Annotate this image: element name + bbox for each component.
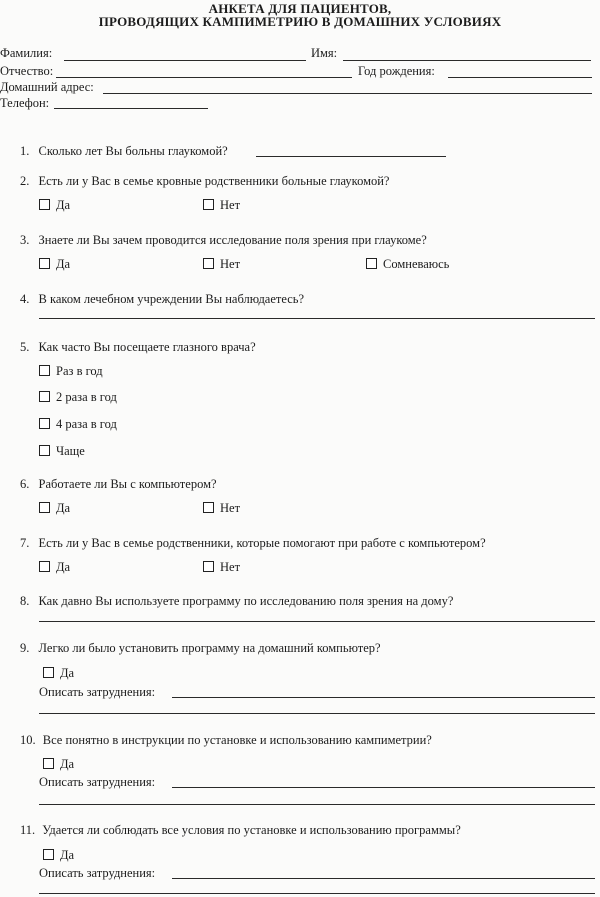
question-text: Как давно Вы используете программу по исследованию поля зрения на дому? (38, 594, 454, 608)
question-text: В каком лечебном учреждении Вы наблюдаетесь? (38, 292, 305, 306)
q10-describe-label: Описать затруднения: (39, 775, 156, 789)
question-number: 4. (20, 292, 30, 306)
q6-option-yes[interactable]: Да (39, 501, 70, 516)
q6-option-no[interactable]: Нет (203, 501, 240, 516)
checkbox[interactable] (203, 258, 214, 269)
surname-field[interactable] (64, 60, 306, 61)
question-number: 7. (20, 536, 30, 550)
q9-option-yes[interactable]: Да (43, 666, 74, 681)
question-9 (20, 641, 381, 656)
name-field[interactable] (343, 60, 591, 61)
question-7 (20, 536, 486, 551)
question-5 (20, 340, 256, 355)
question-text: Есть ли у Вас в семье кровные родственники больные глаукомой? (38, 174, 390, 188)
address-field[interactable] (103, 93, 592, 94)
q7-option-yes[interactable]: Да (39, 560, 70, 575)
q5-option-twice[interactable]: 2 раза в год (39, 390, 117, 405)
q10-describe-field-2[interactable] (39, 804, 595, 805)
question-8 (20, 594, 453, 609)
question-text: Легко ли было установить программу на домашний компьютер? (38, 641, 381, 655)
birth-year-label: Год рождения: (358, 64, 435, 78)
question-number: 3. (20, 233, 30, 247)
q7-option-no[interactable]: Нет (203, 560, 240, 575)
patronymic-field[interactable] (56, 77, 352, 78)
question-number: 1. (20, 144, 30, 158)
question-text: Сколько лет Вы больны глаукомой? (38, 144, 228, 158)
question-number: 11. (20, 823, 36, 837)
question-number: 2. (20, 174, 30, 188)
q8-answer-field[interactable] (39, 621, 595, 622)
checkbox[interactable] (203, 561, 214, 572)
question-number: 5. (20, 340, 30, 354)
q4-answer-field[interactable] (39, 318, 595, 319)
q9-describe-field[interactable] (172, 697, 595, 698)
q9-describe-label: Описать затруднения: (39, 685, 156, 699)
phone-label: Телефон: (0, 96, 50, 110)
birth-year-field[interactable] (448, 77, 592, 78)
question-11 (20, 823, 461, 838)
checkbox[interactable] (39, 445, 50, 456)
checkbox[interactable] (203, 502, 214, 513)
q11-describe-field[interactable] (172, 878, 595, 879)
checkbox[interactable] (39, 561, 50, 572)
form-title-line2: ПРОВОДЯЩИХ КАМПИМЕТРИЮ В ДОМАШНИХ УСЛОВИЯХ (98, 14, 502, 29)
checkbox[interactable] (39, 418, 50, 429)
patronymic-label: Отчество: (0, 64, 54, 78)
question-6 (20, 477, 217, 492)
question-number: 6. (20, 477, 30, 491)
q10-describe-field[interactable] (172, 787, 595, 788)
question-4 (20, 292, 304, 307)
q10-option-yes[interactable]: Да (43, 757, 74, 772)
q2-option-no[interactable]: Нет (203, 198, 240, 213)
checkbox[interactable] (43, 758, 54, 769)
question-number: 8. (20, 594, 30, 608)
checkbox[interactable] (203, 199, 214, 210)
question-text: Есть ли у Вас в семье родственники, которые помогают при работе с компьютером? (38, 536, 486, 550)
q11-describe-field-2[interactable] (39, 893, 595, 894)
q5-option-once[interactable]: Раз в год (39, 364, 103, 379)
q3-option-yes[interactable]: Да (39, 257, 70, 272)
checkbox[interactable] (39, 365, 50, 376)
checkbox[interactable] (39, 502, 50, 513)
q11-option-yes[interactable]: Да (43, 848, 74, 863)
name-label: Имя: (311, 46, 338, 60)
checkbox[interactable] (39, 391, 50, 402)
q9-describe-field-2[interactable] (39, 713, 595, 714)
question-1 (20, 144, 228, 159)
form-title-line1: АНКЕТА ДЛЯ ПАЦИЕНТОВ, (208, 1, 392, 16)
q1-answer-field[interactable] (256, 156, 446, 157)
question-10 (20, 733, 432, 748)
address-label: Домашний адрес: (0, 80, 94, 94)
q11-describe-label: Описать затруднения: (39, 866, 156, 880)
phone-field[interactable] (54, 108, 208, 109)
checkbox[interactable] (39, 199, 50, 210)
q2-option-yes[interactable]: Да (39, 198, 70, 213)
question-number: 9. (20, 641, 30, 655)
question-text: Как часто Вы посещаете глазного врача? (38, 340, 256, 354)
question-3 (20, 233, 427, 248)
question-number: 10. (20, 733, 36, 747)
q3-option-no[interactable]: Нет (203, 257, 240, 272)
q5-option-four[interactable]: 4 раза в год (39, 417, 117, 432)
question-text: Все понятно в инструкции по установке и использованию кампиметрии? (42, 733, 432, 747)
checkbox[interactable] (39, 258, 50, 269)
checkbox[interactable] (43, 849, 54, 860)
checkbox[interactable] (43, 667, 54, 678)
question-text: Работаете ли Вы с компьютером? (38, 477, 217, 491)
question-text: Знаете ли Вы зачем проводится исследование поля зрения при глаукоме? (38, 233, 427, 247)
question-text: Удается ли соблюдать все условия по установке и использованию программы? (42, 823, 461, 837)
checkbox[interactable] (366, 258, 377, 269)
q3-option-unsure[interactable]: Сомневаюсь (366, 257, 449, 272)
question-2 (20, 174, 389, 189)
surname-label: Фамилия: (0, 46, 53, 60)
q5-option-more[interactable]: Чаще (39, 444, 85, 459)
